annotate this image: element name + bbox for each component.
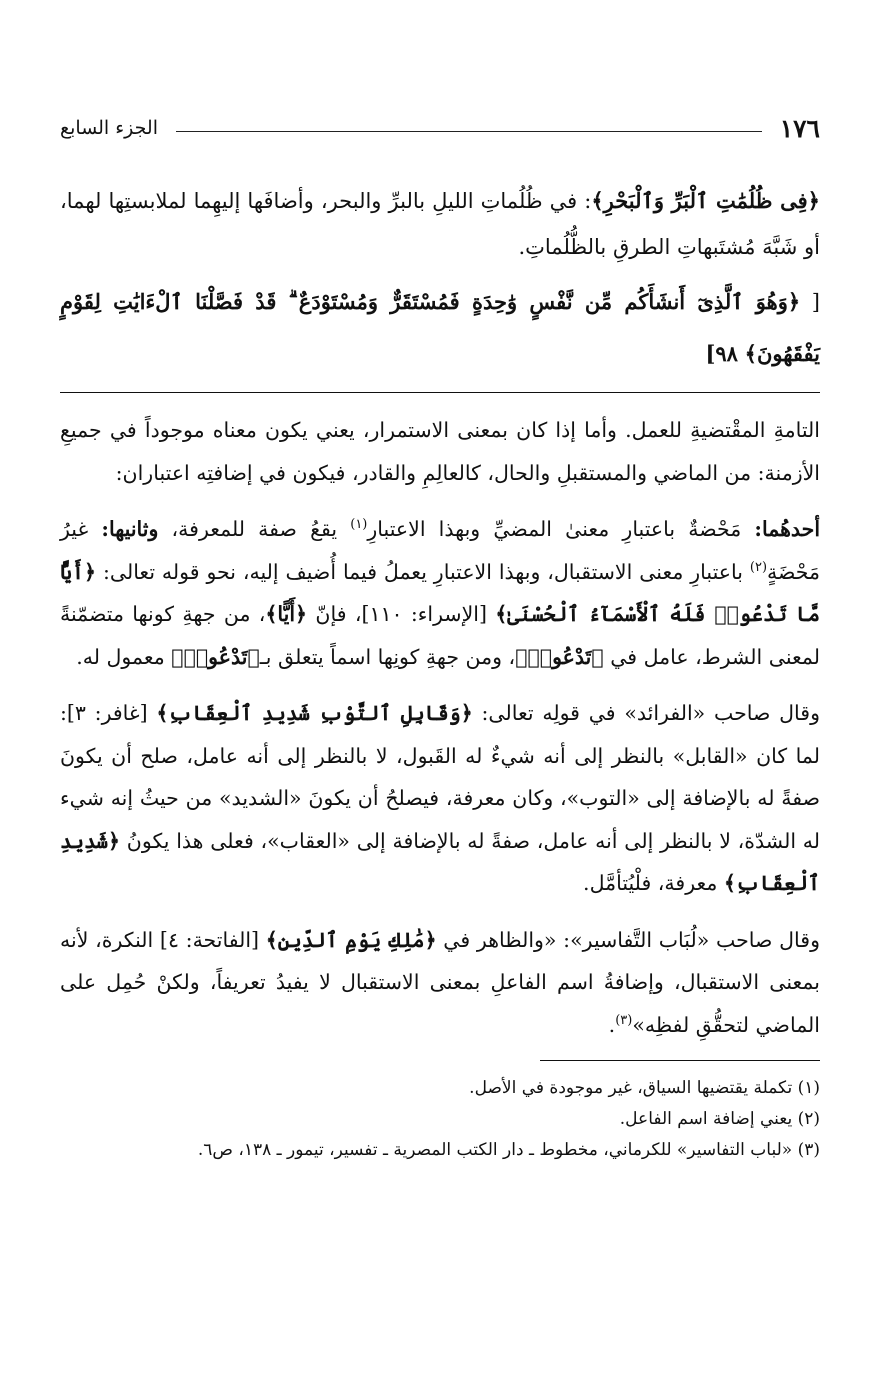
footnote-ref-2: (٢) — [749, 559, 768, 575]
text-run: معرفة، فلْيُتأمَّل. — [583, 871, 724, 895]
text-run: معمول له. — [76, 644, 172, 669]
body-paragraph-3 — [60, 692, 820, 905]
text-run: غيرُ مَحْضَةٍ — [60, 517, 820, 584]
commentary-paragraph — [60, 178, 820, 270]
term-second: وثانيها: — [101, 517, 159, 541]
quran-quote: ﴿مَٰلِكِ يَوْمِ ٱلدِّينِ﴾ — [265, 927, 437, 952]
text-run: يقعُ صفة للمعرفة، — [158, 517, 351, 541]
footnotes — [60, 1073, 820, 1166]
verse-commentary-block — [60, 178, 820, 380]
verse-paragraph — [60, 276, 820, 380]
footnote-divider — [540, 1060, 820, 1061]
quran-quote: ﴿فِى ظُلُمَٰتِ ٱلْبَرِّ وَٱلْبَحْرِ﴾ — [591, 188, 820, 213]
body-paragraph-4 — [60, 919, 820, 1047]
text-run: وقال صاحب «الفرائد» في قولِه تعالى: — [472, 701, 821, 725]
section-divider — [60, 392, 820, 393]
footnote-3: (٣) «لباب التفاسير» للكرماني، مخطوط ـ دار الكتب المصرية ـ تفسير، تيمور ـ ١٣٨، ص٦. — [197, 1140, 820, 1160]
text-run: ، من جهةِ كونها متضمّنةً لمعنى الشرط، عامل في — [60, 602, 820, 669]
footnote-ref-3: (٣) — [615, 1012, 633, 1028]
book-page — [60, 108, 820, 1166]
term-first: أحدهُما: — [754, 517, 821, 541]
text-run: [الفاتحة: ٤] النكرة، لأنه بمعنى الاستقبال، وإضافةُ اسم الفاعلِ بمعنى الاستقبال لا يفيدُ تعريفاً، ولكنْ حُمِل على الماضي لتحقُّقِ لفظِه» — [60, 927, 820, 1037]
text-run: ، ومن جهةِ كونِها اسماً يتعلق بـ — [259, 644, 516, 669]
quran-quote: ﴿تَدْعُوا۟﴾ — [171, 644, 260, 669]
text-run: [غافر: ٣]: لما كان «القابل» بالنظر إلى أنه شيءٌ له القَبول، لا بالنظر إلى أنه عامل، صلح أن يكونَ صفةً له بالإضافة إلى «التوب»، وكان معرفة، فيصلحُ أن يكونَ «الشديد» من حيثُ إنه شيء له الشدّة، لا بالنظر إلى أنه عامل، صفةً له بالإضافة إلى «العقاب»، فعلى هذا يكونُ — [60, 701, 820, 853]
footnote-1: (١) تكملة يقتضيها السياق، غير موجودة في الأصل. — [469, 1078, 820, 1098]
quran-quote: ﴿أَيًّا﴾ — [265, 602, 308, 626]
text-run: باعتبارِ معنى الاستقبال، وبهذا الاعتبارِ يعملُ فيما أُضيف إليه، نحو قوله تعالى: — [96, 559, 750, 584]
header-rule — [176, 131, 762, 132]
footnote-2: (٢) يعني إضافة اسم الفاعل. — [619, 1109, 820, 1129]
text-run: . — [608, 1012, 616, 1037]
text-run: مَحْضةٌ باعتبارِ معنىٰ المضيِّ وبهذا الاعتبارِ — [367, 517, 755, 541]
quran-quote: ﴿وَقَابِلِ ٱلتَّوْبِ شَدِيدِ ٱلْعِقَابِ﴾ — [156, 701, 473, 725]
body-paragraph-2 — [60, 508, 820, 678]
quran-quote: ﴿شَدِيدِ ٱلْعِقَابِ﴾ — [60, 828, 820, 895]
quran-quote: ﴿أَيًّا مَّا تَدْعُوا۟ فَلَهُ ٱلْأَسْمَآءُ ٱلْحُسْنَىٰ﴾ — [60, 559, 820, 626]
quran-quote: ﴿تَدْعُوا۟﴾ — [515, 644, 604, 669]
verse-reference: ٩٨] — [705, 341, 738, 366]
body-paragraph-1: التامةِ المقْتضيةِ للعمل. وأما إذا كان بمعنى الاستمرار، يعني يكون معناه موجوداً في جميعِ الأزمنة: من الماضي والمستقبلِ والحال، كالعالِمِ والقادر، فيكون في إضافتِه اعتباران: — [60, 418, 820, 485]
page-number: ١٧٦ — [779, 113, 820, 143]
verse-text: ﴿وَهُوَ ٱلَّذِىٓ أَنشَأَكُم مِّن نَّفْسٍ وَٰحِدَةٍ فَمُسْتَقَرٌّ وَمُسْتَوْدَعٌ ۗ قَدْ فَصَّلْنَا ٱلْءَايَٰتِ لِقَوْمٍ يَفْقَهُونَ﴾ — [60, 289, 820, 366]
text-run: [الإسراء: ١١٠]، فإنّ — [307, 602, 496, 626]
part-title: الجزء السابع — [60, 117, 158, 139]
text-run: وقال صاحب «لُبَاب التَّفاسير»: «والظاهر في — [436, 927, 820, 952]
footnote-ref-1: (١) — [350, 517, 368, 533]
verse-open-bracket: [ — [811, 290, 820, 314]
commentary-text: : في ظُلُماتِ الليلِ بالبرِّ والبحر، وأضافَها إليهِما لملابستِها لهما، أو شَبَّهَ مُشتَبهاتِ الطرقِ بالظُّلُماتِ. — [60, 189, 820, 259]
running-header — [60, 108, 820, 148]
